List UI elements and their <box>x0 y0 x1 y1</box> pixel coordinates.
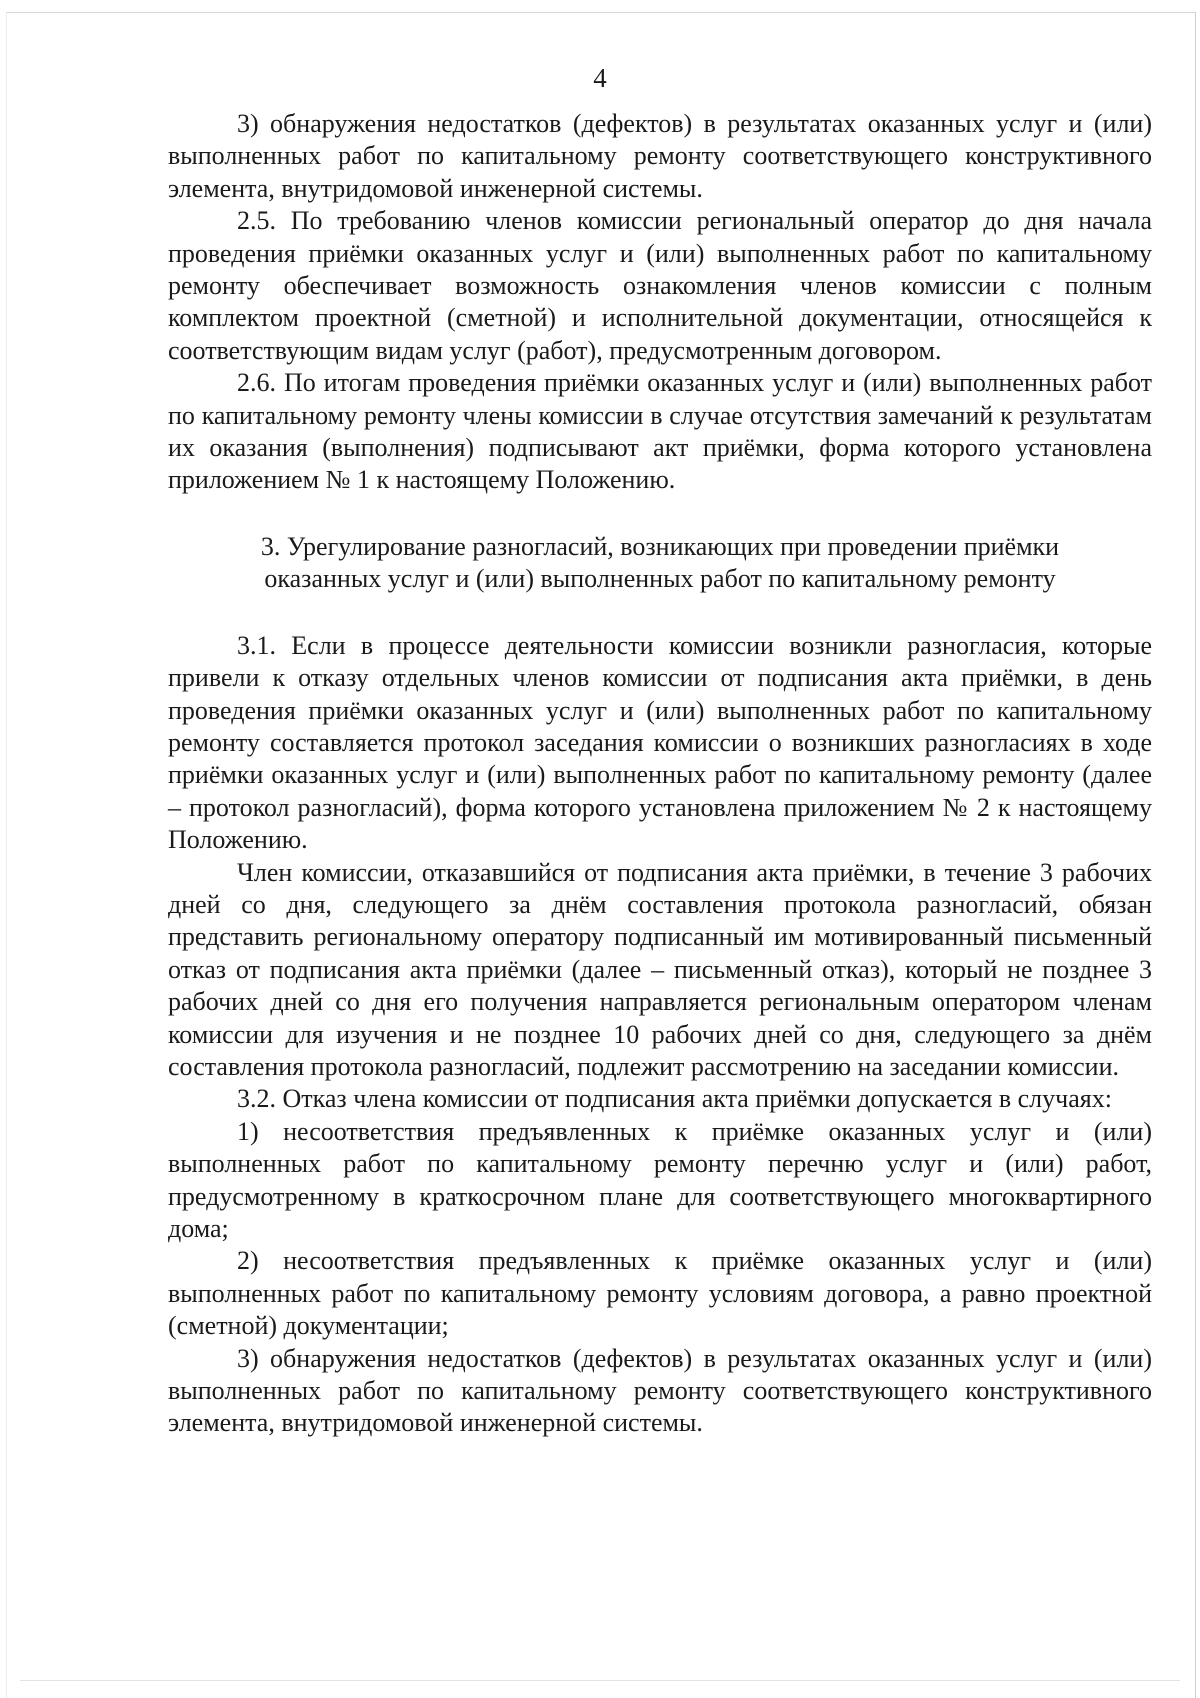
page-number: 4 <box>593 63 607 93</box>
paragraph-2-6: 2.6. По итогам проведения приёмки оказанных услуг и (или) выполненных работ по капитальному ремонту члены комиссии в случае отсутствия замечаний к результатам их оказания (выполнения) подписывают акт приёмки, форма которого установлена приложением № 1 к настоящему Положению. <box>168 368 1152 495</box>
paragraph-case-1: 1) несоответствия предъявленных к приёмке оказанных услуг и (или) выполненных работ по капитальному ремонту перечню услуг и (или) работ, предусмотренному в краткосрочном плане для соответствующего многоквартирного дома; <box>168 1116 1152 1243</box>
paragraph-case-2: 2) несоответствия предъявленных к приёмке оказанных услуг и (или) выполненных работ по капитальному ремонту условиям договора, а равно проектной (сметной) документации; <box>168 1246 1152 1341</box>
section-3-heading <box>168 531 1152 596</box>
paragraph-2-5: 2.5. По требованию членов комиссии региональный оператор до дня начала проведения приёмки оказанных услуг и (или) выполненных работ по капитальному ремонту обеспечивает возможность ознакомления членов комиссии с полным комплектом проектной (сметной) и исполнительной документации, относящейся к соответствующим видам услуг (работ), предусмотренным договором. <box>168 206 1152 365</box>
document-body <box>168 108 1152 1440</box>
paragraph-refusal-member: Член комиссии, отказавшийся от подписания акта приёмки, в течение 3 рабочих дней со дня, следующего за днём составления протокола разногласий, обязан представить региональному оператору подписанный им мотивированный письменный отказ от подписания акта приёмки (далее – письменный отказ), который не позднее 3 рабочих дней со дня его получения направляется региональным оператором членам комиссии для изучения и не позднее 10 рабочих дней со дня, следующего за днём составления протокола разногласий, подлежит рассмотрению на заседании комиссии. <box>168 857 1152 1081</box>
paragraph-case-3: 3) обнаружения недостатков (дефектов) в результатах оказанных услуг и (или) выполненных работ по капитальному ремонту соответствующего конструктивного элемента, внутридомовой инженерной системы. <box>168 1343 1152 1438</box>
section-3-heading-line-1: 3. Урегулирование разногласий, возникающих при проведении приёмки <box>260 531 1060 561</box>
section-3-heading-line-2: оказанных услуг и (или) выполненных работ по капитальному ремонту <box>264 564 1056 594</box>
bottom-edge <box>20 1680 1180 1681</box>
paragraph-3-2: 3.2. Отказ члена комиссии от подписания акта приёмки допускается в случаях: <box>237 1084 1112 1114</box>
paragraph-item-3-defects: 3) обнаружения недостатков (дефектов) в результатах оказанных услуг и (или) выполненных работ по капитальному ремонту соответствующего конструктивного элемента, внутридомовой инженерной системы. <box>168 109 1152 203</box>
paragraph-3-1: 3.1. Если в процессе деятельности комиссии возникли разногласия, которые привели к отказу отдельных членов комиссии от подписания акта приёмки, в день проведения приёмки оказанных услуг и (или) выполненных работ по капитальному ремонту составляется протокол заседания комиссии о возникших разногласиях в ходе приёмки оказанных услуг и (или) выполненных работ по капитальному ремонту (далее – протокол разногласий), форма которого установлена приложением № 2 к настоящему Положению. <box>168 630 1152 855</box>
